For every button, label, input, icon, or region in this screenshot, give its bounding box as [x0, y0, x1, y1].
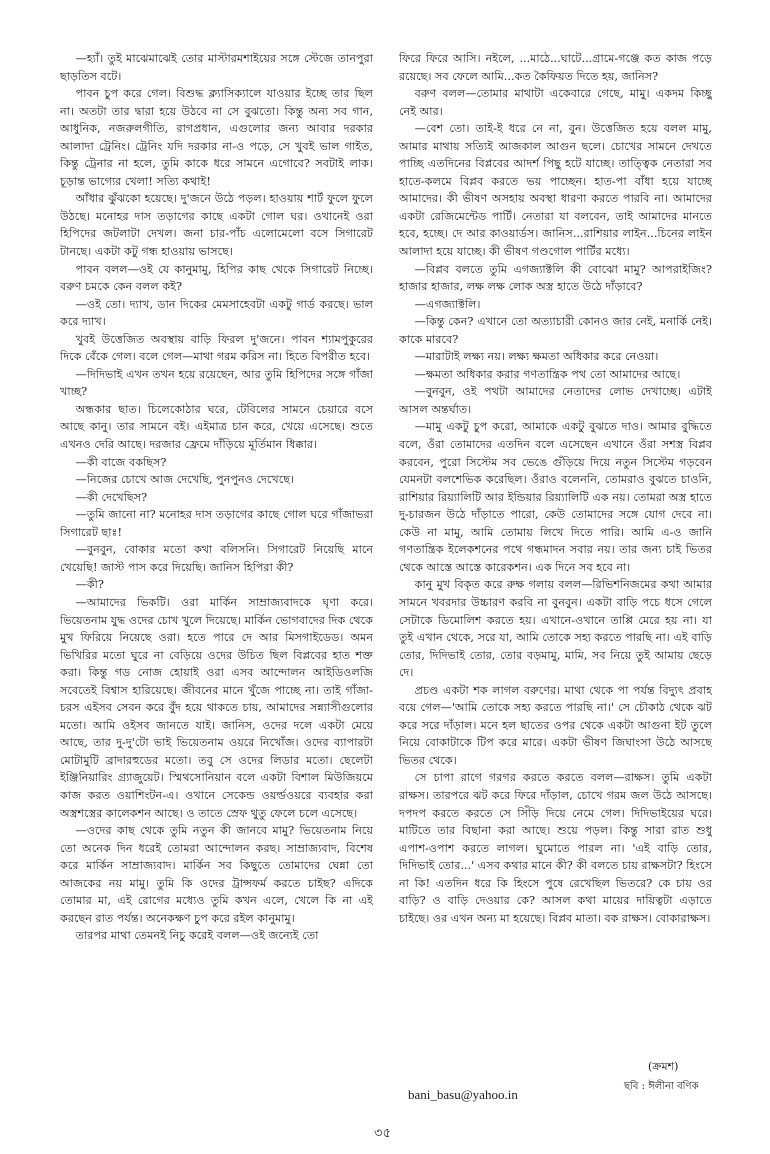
paragraph: —এগজ্যাক্টলি। — [414, 297, 481, 311]
paragraph: —বুনবুন, ওই পথটা আমাদের নেতাদের লোভ দেখাচ্ছে। এটাই আসল অন্তর্ঘাত। — [399, 385, 712, 416]
paragraph: প্রচণ্ড একটা শক লাগল বরুণের। মাথা থেকে পা পর্যন্ত বিদ্যুৎ প্রবাহ বয়ে গেল—'আমি তোকে সহ্য করতে পারছি না।' সে চৌকাঠ থেকে ঝট করে সরে দাঁড়াল। মনে হল ছাতের ওপর থেকে একটা আগুনা ইট তুলে নিয়ে বোকাটাকে টিপ করে মারে। একটা ভীষণ জিঘাংসা উঠে আসছে ভিতর থেকে। — [399, 683, 712, 767]
paragraph: আঁধার ঝুঁঝকো হয়েছে। দু'জনে উঠে পড়ল। হাওয়ায় শার্ট ফুলে ফুলে উঠছে। মনোহর দাস তড়াগের কাছে একটা গোল ঘর। ওখানেই ওরা হিপিদের জটলাটা দেখল। জনা চার-পাঁচ এলোমেলো বসে সিগারেট টানছে। একটা কটু গন্ধ হাওয়ায় ভাসছে। — [60, 192, 373, 259]
paragraph: খুবই উত্তেজিত অবস্থায় বাড়ি ফিরল দু'জনে। পাবন শ্যামপুকুরের দিকে বেঁকে গেল। বলে গেল—মাথা গরম করিস না। হিতে বিপরীত হবে। — [60, 332, 373, 364]
paragraph: কানু মুখ বিকৃত করে রুক্ষ গলায় বলল—রিভিশনিজমের কথা আমার সামনে খবরদার উচ্চারণ করবি না বুনবুন। একটা বাড়ি পচে ধসে গেলে সেটাকে ডিমোলিশ করতে হয়। এখানে-ওখানে তাপ্পি মেরে হয় না। যা তুই এখান থেকে, সরে যা, আমি তোকে সহ্য করতে পারছি না। এই বাড়ি তোর, দিদিভাই তোর, তোর বড়মামু, মামি, সব নিয়ে তুই আমায় ছেড়ে দে। — [399, 578, 712, 680]
paragraph: তারপর মাথা তেমনই নিচু করেই বলল—ওই জন্যেই তো — [75, 929, 319, 943]
paragraph: —কিন্তু কেন? এখানে তো অত্যাচারী কোনও জার নেই, মনার্কি নেই। কাকে মারবে? — [399, 315, 712, 346]
paragraph: —কী দেখেছিস? — [75, 490, 148, 504]
paragraph: —আমাদের ভিকটি। ওরা মার্কিন সাম্রাজ্যবাদকে ঘৃণা করে। ভিয়েতনাম যুদ্ধ ওদের চোখ খুলে দিয়েছে। মার্কিন ভোগবাদের দিক থেকে মুখ ফিরিয়ে নিয়েছে ওরা। হতে পারে দে আর মিসগাইডেড। অমন ভিখিরির মতো ঘুরে না বেড়িয়ে ওদের উচিত ছিল বিপ্লবের হাত শক্ত করা। কিন্তু গড নোজ হোয়াই ওরা এসব আন্দোলন আইডিওলজি সবেতেই বিশ্বাস হারিয়েছে। জীবনের মানে খুঁজে পাচ্ছে না। তাই গাঁজা-চরস এইসব সেবন করে বুঁদ হয়ে থাকতে চায়, আমাদের সন্ন্যাসীগুলোর মতো। আমি ওইসব জানতে যাই। জানিস, ওদের দলে একটা মেয়ে আছে, তার দু-দু'টো ভাই ভিয়েতনাম ওয়রে নিখোঁজ। ওদের ব্যাপারটা মোটামুটি ব্রাদারহুডের মতো। তবু সে ওদের লিডার মতো। ছেলেটা ইঞ্জিনিয়ারিং গ্র্যাজুয়েট। স্মিথসোনিয়ান বলে একটা বিশাল মিউজিয়মে কাজ করত ওয়াশিংটন-এ। ওখানে সেকেন্ড ওয়র্ল্ডওয়রে ব্যবহার করা অস্ত্রশস্ত্রের কালেকশন আছে। ও তাতে স্রেফ থুতু ফেলে চলে এসেছে। — [60, 595, 373, 820]
right-text-column — [399, 50, 712, 1050]
paragraph: পাবন চুপ করে গেল। বিশুদ্ধ ক্ল্যাসিক্যালে যাওয়ার ইচ্ছে তার ছিল না। অতটা তার দ্বারা হয়ে উঠবে না সে বুঝতো। কিন্তু অন্য সব গান, আধুনিক, নজরুলগীতি, রাগপ্রধান, এগুলোর জন্য আবার দরকার আলাদা ট্রেনিং। ট্রেনিং যদি দরকার না-ও পড়ে, সে খুবই ভাল গাইত, কিন্তু ট্রেনার না হলে, তুমি কাকে ধরে সামনে এগোবে? সবটাই লাক। চূড়ান্ত ভাগ্যের খেলা! সত্যি কথাই! — [60, 87, 373, 188]
paragraph: বরুণ বলল—তোমার মাথাটা একেবারে গেছে, মামু। একদম কিচ্ছু নেই আর। — [399, 87, 712, 118]
paragraph: —দিদিভাই এখন তখন হয়ে রয়েছেন, আর তুমি হিপিদের সঙ্গে গাঁজা খাচ্ছ? — [60, 367, 373, 399]
paragraph: সে চাপা রাগে গরগর করতে করতে বলল—রাক্ষস। তুমি একটা রাক্ষস। তারপরে ঝট করে ফিরে দাঁড়াল, চোখে গরম জল উঠে আসছে। দপদপ করতে করতে সে সিঁড়ি দিয়ে নেমে গেল। দিদিভাইয়ের ঘরে। মাটিতে তার বিছানা করা আছে। শুয়ে পড়ল। কিন্তু সারা রাত শুধু এপাশ-ওপাশ করতে লাগল। ঘুমোতে পারল না। 'এই বাড়ি তোর, দিদিভাই তোর...' এসব কথার মানে কী? কী বলতে চায় রাক্ষসটা? হিংসে না কি! এতদিন ধরে কি হিংসে পুষে রেখেছিল ভিতরে? কে চায় ওর বাড়ি? ও বাড়ি দেওয়ার কে? আসল কথা মায়ের দায়িত্বটা এড়াতে চাইছে। ওর এখন অন্য মা হয়েছে। বিপ্লব মাতা। বক রাক্ষস। বোকারাক্ষস। — [399, 771, 712, 925]
paragraph: —কী বাজে বকছিস? — [75, 455, 167, 469]
paragraph: —বুনবুন, বোকার মতো কথা বলিসনি। সিগারেট নিয়েছি মানে খেয়েছি! জাস্ট পাস করে দিয়েছি। জানিস হিপিরা কী? — [60, 543, 373, 574]
illustration-credit: ছবি : ঈলীনা বণিক — [624, 1081, 699, 1092]
paragraph: —নিজের চোখে আজ দেখেছি, পুনপুনও দেখেছে। — [75, 473, 295, 487]
paragraph: পাবন বলল—ওই যে কানুমামু, হিপির কাছ থেকে সিগারেট নিচ্ছে। বরুণ চমকে কেন বলল কই? — [60, 262, 373, 294]
paragraph: —ওদের কাছ থেকে তুমি নতুন কী জানবে মামু? ভিয়েতনাম নিয়ে তো অনেক দিন ধরেই তোমরা আন্দোলন করছ। সাম্রাজ্যবাদ, বিশেষ করে মার্কিন সাম্রাজ্যবাদ। মার্কিন সব কিছুতে তোমাদের ঘেন্না তো আজকের নয় মামু। তুমি কি ওদের ট্রান্সফর্ম করতে চাইছ? এদিকে তোমার মা, এই রোগের মধ্যেও তুমি কখন এলে, খেলে কি না এই করছেন রাত পর্যন্ত। অনেকক্ষণ চুপ করে রইল কানুমামু। — [60, 824, 373, 925]
paragraph: —কী? — [75, 578, 104, 592]
paragraph: —বিপ্লব বলতে তুমি এগজ্যাক্টলি কী বোঝো মামু? আপরাইজিং? হাজার হাজার, লক্ষ লক্ষ লোক অস্ত্র হাতে উঠে দাঁড়াবে? — [399, 262, 712, 294]
paragraph: —ক্ষমতা অধিকার করার গণতান্ত্রিক পথ তো আমাদের আছে। — [414, 367, 681, 381]
paragraph: —মামু একটু চুপ করো, আমাকে একটু বুঝতে দাও। আমার বুদ্ধিতে বলে, ওঁরা তোমাদের এতদিন বলে এসেছেন এখানে ওঁরা সশস্ত্র বিপ্লব করবেন, পুরো সিস্টেম সব ভেঙে গুঁড়িয়ে দিয়ে নতুন সিস্টেম গড়বেন যেমনটা বলশেভিক করেছিল। ওঁরাও বলেননি, তোমরাও বুঝতে চাওনি, রাশিয়ার রিয়্যালিটি আর ইন্ডিয়ার রিয়্যালিটি এক নয়। তোমরা অস্ত্র হাতে দু-চারজন উঠে দাঁড়াতে পারো, কেউ তোমাদের সঙ্গে যোগ দেবে না। কেউ না মামু, আমি তোমায় লিখে দিতে পারি। আমি এ-ও জানি গণতান্ত্রিক ইলেকশনের পথে গন্ধমাদন সবার নয়। তার জন্য চাই ভিতর থেকে আস্তে আস্তে কারেকশন। এক দিনে সব হবে না। — [399, 420, 712, 574]
paragraph: —ওই তো। দ্যাখ, ডান দিকের মেমসাহেবটা একটু গার্ড করছে। ভাল করে দ্যাখ। — [60, 297, 373, 329]
continued-label: (ক্রমশ) — [648, 1060, 679, 1073]
paragraph: —তুমি জানো না? মনোহর দাস তড়াগের কাছে গোল ঘরে গাঁজাভরা সিগারেট ছাঃ! — [60, 508, 373, 539]
paragraph: —মারাটাই লক্ষ্য নয়। লক্ষ্য ক্ষমতা অধিকার করে নেওয়া। — [414, 350, 659, 364]
page-number: ৩৫ — [374, 1126, 391, 1141]
paragraph: —বেশ তো। তাই-ই ধরে নে না, বুন। উত্তেজিত হয়ে বলল মামু, আমার মাথায় সত্যিই আজকাল আগুন ছলে। চোখের সামনে দেখতে পাচ্ছি এতদিনের বিপ্লবের আদর্শ পিছু হটে যাচ্ছে। তাত্ত্বিক নেতারা সব হাতে-কলমে বিপ্লব করতে ভয় পাচ্ছেন। হাত-পা বাঁধা হয়ে যাচ্ছে আমাদের। কী ভীষণ অসহায় অবস্থা ধারণা করতে পারবি না। আমাদের একটা রেজিমেন্টেড পার্টি। নেতারা যা বলবেন, তাই আমাদের মানতে হবে, হচ্ছে। দে আর কাওয়ার্ডস। জানিস...রাশিয়ার লাইন...চিনের লাইন আলাদা হয়ে যাচ্ছে। কী ভীষণ গণ্ডগোল পার্টির মধ্যে। — [399, 122, 712, 259]
author-email: bani_basu@yahoo.in — [408, 1087, 518, 1102]
paragraph: ফিরে ফিরে আসি। নইলে, ...মাঠে...ঘাটে...গ্রামে-গঞ্জে কত কাজ পড়ে রয়েছে। সব ফেলে আমি...কত কৈফিয়ত দিতে হয়, জানিস? — [399, 52, 712, 83]
paragraph: —হ্যাঁ। তুই মাঝেমাঝেই তোর মাস্টারমশাইয়ের সঙ্গে স্টেজে তানপুরা ছাড়তিস বটে। — [60, 52, 373, 83]
left-text-column — [60, 50, 373, 1090]
paragraph: অন্ধকার ছাত। চিলেকোঠার ঘরে, টেবিলের সামনে চেয়ারে বসে আছে কানু। তার সামনে বই। এইমাত্র চান করে, খেয়ে এসেছে। শুতে এখনও দেরি আছে। দরজার ফ্রেমে দাঁড়িয়ে মূর্তিমান ধিক্কার। — [60, 402, 373, 452]
